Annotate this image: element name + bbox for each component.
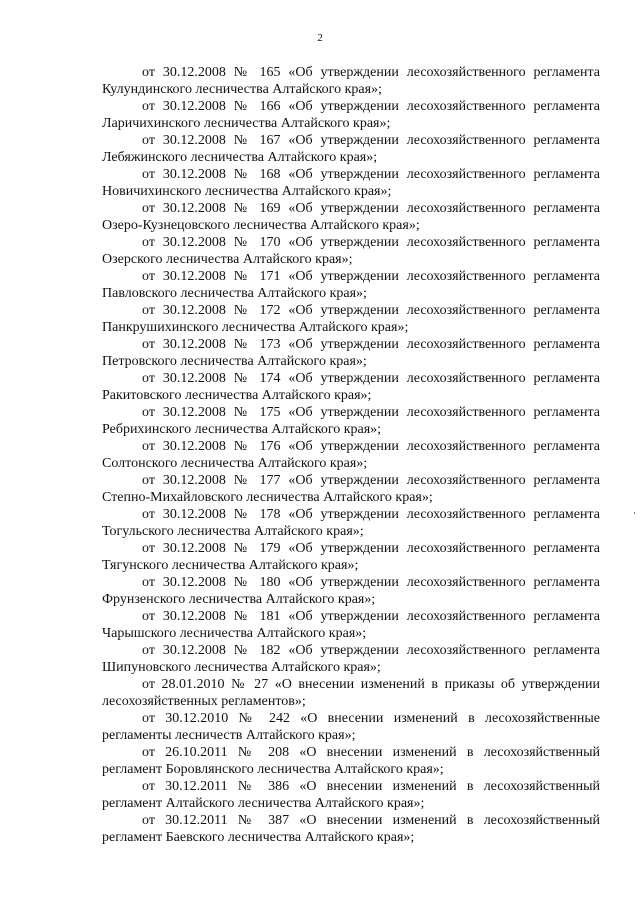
order-entry-171: от 30.12.2008 № 171 «Об утверждении лесохозяйственного регламента Павловского лесничества Алтайского края»; [102,269,600,301]
order-list [102,64,600,846]
order-entry-170: от 30.12.2008 № 170 «Об утверждении лесохозяйственного регламента Озерского лесничества Алтайского края»; [102,235,600,267]
order-entry-165: от 30.12.2008 № 165 «Об утверждении лесохозяйственного регламента Кулундинского лесничества Алтайского края»; [102,65,600,97]
order-entry-166: от 30.12.2008 № 166 «Об утверждении лесохозяйственного регламента Ларичихинского лесничества Алтайского края»; [102,99,600,131]
order-entry-174: от 30.12.2008 № 174 «Об утверждении лесохозяйственного регламента Ракитовского лесничества Алтайского края»; [102,371,600,403]
order-entry-2011-386: от 30.12.2011 № 386 «О внесении изменений в лесохозяйственный регламент Алтайского лесничества Алтайского края»; [102,779,600,811]
order-entry-2011-387: от 30.12.2011 № 387 «О внесении изменений в лесохозяйственный регламент Баевского лесничества Алтайского края»; [102,813,600,845]
margin-mark: · [633,508,636,518]
page-number: 2 [317,32,323,44]
order-entry-176: от 30.12.2008 № 176 «Об утверждении лесохозяйственного регламента Солтонского лесничества Алтайского края»; [102,439,600,471]
order-entry-168: от 30.12.2008 № 168 «Об утверждении лесохозяйственного регламента Новичихинского лесничества Алтайского края»; [102,167,600,199]
order-entry-180: от 30.12.2008 № 180 «Об утверждении лесохозяйственного регламента Фрунзенского лесничества Алтайского края»; [102,575,600,607]
order-entry-182: от 30.12.2008 № 182 «Об утверждении лесохозяйственного регламента Шипуновского лесничества Алтайского края»; [102,643,600,675]
order-entry-173: от 30.12.2008 № 173 «Об утверждении лесохозяйственного регламента Петровского лесничества Алтайского края»; [102,337,600,369]
order-entry-178: от 30.12.2008 № 178 «Об утверждении лесохозяйственного регламента Тогульского лесничества Алтайского края»; [102,507,600,539]
order-entry-172: от 30.12.2008 № 172 «Об утверждении лесохозяйственного регламента Панкрушихинского лесничества Алтайского края»; [102,303,600,335]
order-entry-181: от 30.12.2008 № 181 «Об утверждении лесохозяйственного регламента Чарышского лесничества Алтайского края»; [102,609,600,641]
order-entry-177: от 30.12.2008 № 177 «Об утверждении лесохозяйственного регламента Степно-Михайловского лесничества Алтайского края»; [102,473,600,505]
order-entry-2010-242: от 30.12.2010 № 242 «О внесении изменений в лесохозяйственные регламенты лесничеств Алтайского края»; [102,711,600,743]
order-entry-2011-208: от 26.10.2011 № 208 «О внесении изменений в лесохозяйственный регламент Боровлянского лесничества Алтайского края»; [102,745,600,777]
order-entry-2010-27: от 28.01.2010 № 27 «О внесении изменений в приказы об утверждении лесохозяйственных регламентов»; [102,677,600,709]
order-entry-179: от 30.12.2008 № 179 «Об утверждении лесохозяйственного регламента Тягунского лесничества Алтайского края»; [102,541,600,573]
order-entry-167: от 30.12.2008 № 167 «Об утверждении лесохозяйственного регламента Лебяжинского лесничества Алтайского края»; [102,133,600,165]
order-entry-175: от 30.12.2008 № 175 «Об утверждении лесохозяйственного регламента Ребрихинского лесничества Алтайского края»; [102,405,600,437]
order-entry-169: от 30.12.2008 № 169 «Об утверждении лесохозяйственного регламента Озеро-Кузнецовского лесничества Алтайского края»; [102,201,600,233]
